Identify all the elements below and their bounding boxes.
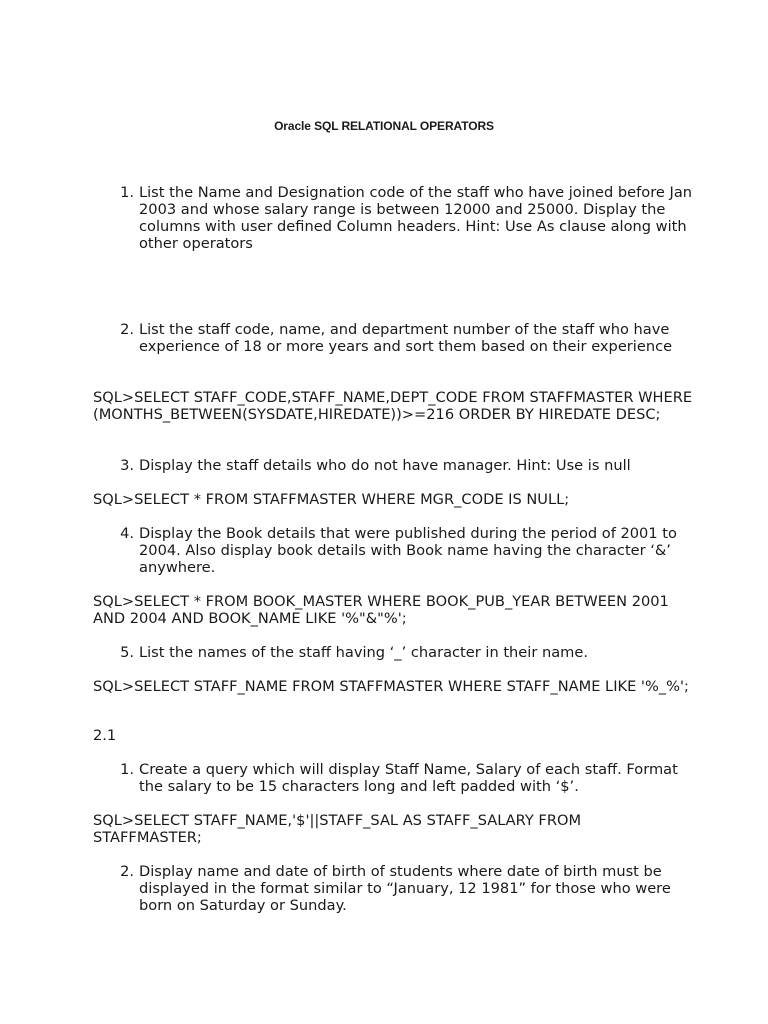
question-text: List the staff code, name, and department number of the staff who have experience of 18 or more years and sort them based on their experience xyxy=(139,321,673,355)
sql-answer-s1: SQL>SELECT STAFF_NAME,'$'||STAFF_SAL AS STAFF_SALARY FROM STAFFMASTER; xyxy=(93,812,582,846)
sql-answer-5: SQL>SELECT STAFF_NAME FROM STAFFMASTER WHERE STAFF_NAME LIKE '%_%'; xyxy=(93,678,689,695)
section-question-2 xyxy=(120,863,699,914)
question-text: Create a query which will display Staff Name, Salary of each staff. Format the salary to be 15 characters long and left padded with ‘$’. xyxy=(139,761,678,795)
sql-answer-2: SQL>SELECT STAFF_CODE,STAFF_NAME,DEPT_CODE FROM STAFFMASTER WHERE (MONTHS_BETWEEN(SYSDATE,HIREDATE))>=216 ORDER BY HIREDATE DESC; xyxy=(93,389,693,423)
question-number: 1. xyxy=(120,184,134,201)
section-question-1 xyxy=(120,761,699,795)
sql-answer-3: SQL>SELECT * FROM STAFFMASTER WHERE MGR_CODE IS NULL; xyxy=(93,491,570,508)
question-number: 3. xyxy=(120,457,134,474)
question-5 xyxy=(120,644,699,661)
question-text: Display name and date of birth of students where date of birth must be displayed in the format similar to “January, 12 1981” for those who were born on Saturday or Sunday. xyxy=(139,863,671,914)
question-number: 4. xyxy=(120,525,134,542)
sql-answer-4: SQL>SELECT * FROM BOOK_MASTER WHERE BOOK_PUB_YEAR BETWEEN 2001 AND 2004 AND BOOK_NAME LIKE '%"&"%'; xyxy=(93,593,669,627)
question-number: 1. xyxy=(120,761,134,778)
question-text: Display the staff details who do not have manager. Hint: Use is null xyxy=(139,457,631,474)
question-number: 5. xyxy=(120,644,134,661)
question-text: Display the Book details that were published during the period of 2001 to 2004. Also display book details with Book name having the character ‘&’ anywhere. xyxy=(139,525,677,576)
question-4 xyxy=(120,525,699,576)
question-1 xyxy=(120,184,699,252)
document-title: Oracle SQL RELATIONAL OPERATORS xyxy=(274,119,494,133)
question-3 xyxy=(120,457,699,474)
question-number: 2. xyxy=(120,863,134,880)
section-heading: 2.1 xyxy=(93,727,117,744)
question-number: 2. xyxy=(120,321,134,338)
question-text: List the Name and Designation code of the staff who have joined before Jan 2003 and whose salary range is between 12000 and 25000. Display the columns with user defined Column headers. Hint: Use As clause along with other operators xyxy=(139,184,693,252)
question-2 xyxy=(120,321,699,355)
question-text: List the names of the staff having ‘_’ character in their name. xyxy=(139,644,589,661)
